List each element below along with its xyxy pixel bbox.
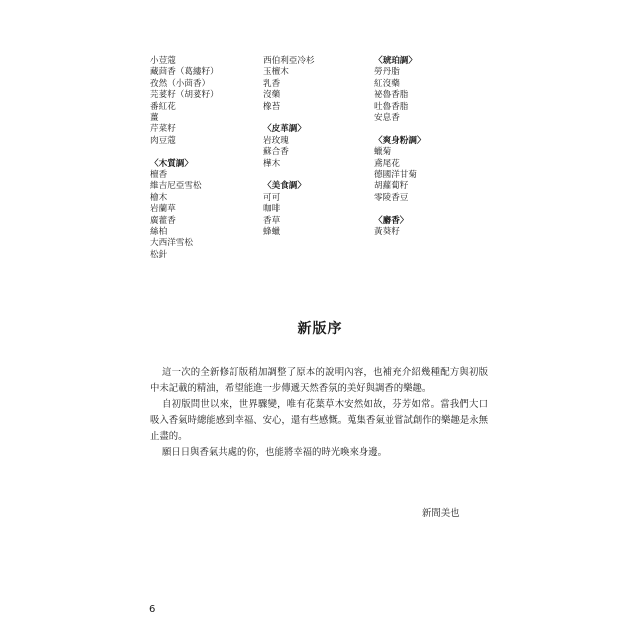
ingredient-item: 蜂蠟: [263, 227, 281, 238]
category-heading: 〈爽身粉調〉: [374, 135, 426, 146]
ingredient-item: 可可: [263, 192, 281, 203]
ingredient-item: 肉豆蔻: [150, 135, 176, 146]
ingredient-item: 祕魯香脂: [374, 90, 409, 101]
ingredient-item: 鳶尾花: [374, 158, 400, 169]
ingredient-column-3: [374, 56, 484, 238]
preface-paragraph: 這一次的全新修訂版稍加調整了原本的說明內容，也補充介紹幾種配方與初版中未記載的精油，希望能進一步傳遞天然香氛的美好與調香的樂趣。: [150, 367, 488, 394]
category-heading: 〈皮革調〉: [263, 124, 306, 135]
ingredient-item: 芫荽籽（胡荽籽）: [150, 90, 219, 101]
group-spacer: [150, 147, 260, 158]
group-spacer: [374, 204, 484, 215]
ingredient-item: 番紅花: [150, 101, 176, 112]
ingredient-item: 藏茴香（葛縷籽）: [150, 67, 219, 78]
ingredient-item: 維吉尼亞雪松: [150, 181, 202, 192]
ingredient-item: 黃葵籽: [374, 227, 400, 238]
preface-paragraph: 願日日與香氣共處的你，也能將幸福的時光喚來身邊。: [162, 447, 388, 458]
ingredient-item: 小荳蔻: [150, 56, 176, 66]
ingredient-item: 勞丹脂: [374, 67, 400, 78]
group-spacer: [263, 170, 373, 181]
ingredient-item: 松針: [150, 249, 168, 260]
ingredient-item: 岩蘭草: [150, 204, 176, 215]
ingredient-item: 檜木: [150, 192, 168, 203]
category-heading: 〈美食調〉: [263, 181, 306, 192]
ingredient-item: 吐魯香脂: [374, 101, 409, 112]
section-title: 新版序: [297, 321, 343, 337]
ingredient-item: 橡苔: [263, 101, 281, 112]
ingredient-item: 大西洋雪松: [150, 238, 193, 249]
ingredient-item: 孜然（小茴香）: [150, 78, 211, 89]
ingredient-column-1: [150, 56, 260, 261]
page-number: 6: [149, 604, 156, 615]
ingredient-item: 沒藥: [263, 90, 281, 101]
ingredient-item: 紅沒藥: [374, 78, 400, 89]
ingredient-item: 絲柏: [150, 227, 168, 238]
ingredient-item: 岩玫瑰: [263, 135, 289, 146]
ingredient-item: 檀香: [150, 170, 168, 181]
ingredient-item: 乳香: [263, 78, 281, 89]
ingredient-item: 薑: [150, 113, 159, 124]
category-heading: 〈麝香〉: [374, 215, 409, 226]
ingredient-item: 咖啡: [263, 204, 281, 215]
ingredient-item: 香草: [263, 215, 281, 226]
ingredient-column-2: [263, 56, 373, 238]
ingredient-item: 胡蘿蔔籽: [374, 181, 409, 192]
ingredient-item: 蠟菊: [374, 147, 392, 158]
ingredient-item: 芹菜籽: [150, 124, 176, 135]
ingredient-item: 玉檀木: [263, 67, 289, 78]
ingredient-item: 廣藿香: [150, 215, 176, 226]
ingredient-item: 樺木: [263, 158, 281, 169]
group-spacer: [263, 113, 373, 124]
ingredient-item: 蘇合香: [263, 147, 289, 158]
ingredient-item: 西伯利亞冷杉: [263, 56, 315, 66]
ingredient-item: 安息香: [374, 113, 400, 124]
group-spacer: [374, 124, 484, 135]
category-heading: 〈琥珀調〉: [374, 56, 417, 66]
preface-paragraph: 自初版問世以來，世界驟變，唯有花葉草木安然如故，芬芳如常。當我們大口吸入香氣時總能感到幸福、安心，還有些感慨。蒐集香氣並嘗試創作的樂趣是永無止盡的。: [150, 399, 488, 442]
ingredient-item: 德國洋甘菊: [374, 170, 417, 181]
author-signature: 新間美也: [422, 508, 460, 519]
preface-body: [150, 365, 488, 461]
ingredient-item: 零陵香豆: [374, 192, 409, 203]
category-heading: 〈木質調〉: [150, 158, 193, 169]
